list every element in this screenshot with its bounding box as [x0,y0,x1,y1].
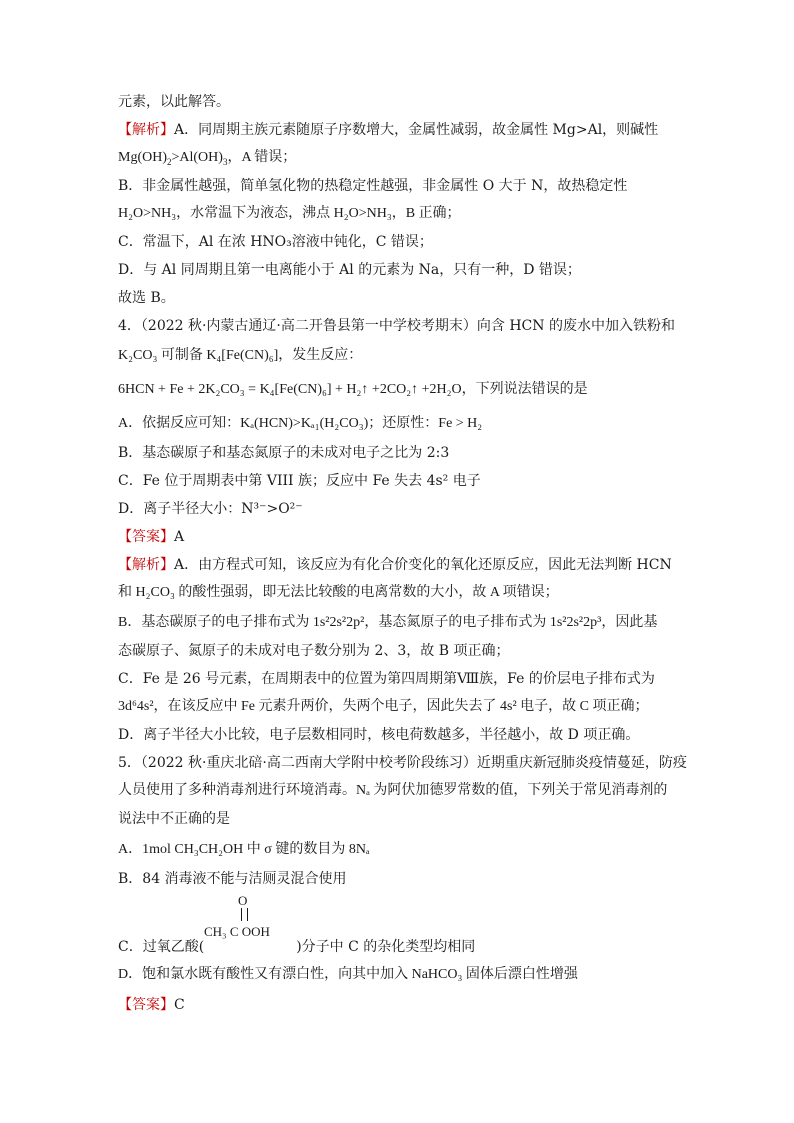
answer-tag: 【答案】 [118,997,174,1013]
double-bond-mark [241,908,248,921]
text-line: 和 H₂CO₃ 的酸性强弱，即无法比较酸的电离常数的大小，故 A 项错误； [118,585,559,600]
text-line: 元素，以此解答。 [118,94,230,110]
carbonyl-oxygen-label: O [238,893,248,908]
question-4-option-c: C．Fe 位于周期表中第 VIII 族；反应中 Fe 失去 4s² 电子 [118,473,481,489]
question-4-option-d: D．离子半径大小：N³⁻>O²⁻ [118,501,303,517]
text-line: B．非金属性越强，简单氢化物的热稳定性越强，非金属性 O 大于 N，故热稳定性 [118,178,628,194]
text-line: 3d⁶4s²，在该反应中 Fe 元素升两价，失两个电子，因此失去了 4s² 电子，故 C 项正确； [118,699,649,714]
question-4-stem: K₂CO₃ 可制备 K₄[Fe(CN)₆]，发生反应： [118,348,363,363]
text-line: C．常温下，Al 在浓 HNO₃溶液中钝化，C 错误； [118,234,433,250]
analysis-line: 【解析】A．由方程式可知，该反应为有化合价变化的氧化还原反应，因此无法判断 HCN [118,557,672,573]
text-line: 态碳原子、氮原子的未成对电子数分别为 2、3，故 B 项正确； [118,643,510,659]
question-4-option-b: B．基态碳原子和基态氮原子的未成对电子之比为 2:3 [118,445,450,461]
question-4-equation: 6HCN + Fe + 2K₂CO₃ = K₄[Fe(CN)₆] + H₂↑ +2CO₂↑ +2H₂O，下列说法错误的是 [118,382,588,397]
text-line: $Mg(OH)_2>Al(OH)_3$，A 错误； [118,150,297,167]
answer-tag: 【答案】 [118,529,174,545]
question-5-option-a: A．1mol CH₃CH₂OH 中 σ 键的数目为 8Nₐ [118,842,370,857]
analysis-tag: 【解析】 [118,557,174,573]
text-line: C．Fe 是 26 号元素，在周期表中的位置为第四周期第Ⅷ族，Fe 的价层电子排布式为 [118,671,655,687]
question-5-option-d: D．饱和氯水既有酸性又有漂白性，向其中加入 NaHCO₃ 固体后漂白性增强 [118,967,578,982]
answer-line: 【答案】C [118,997,185,1013]
text-line: D．与 Al 同周期且第一电离能小于 Al 的元素为 Na，只有一种，D 错误； [118,262,581,278]
text-line: B．基态碳原子的电子排布式为 1s²2s²2p²，基态氮原子的电子排布式为 1s²2s²2p³，因此基 [118,615,658,630]
structure-formula: CH₃ C OOH [204,924,270,939]
question-5-option-b: B．84 消毒液不能与洁厕灵混合使用 [118,871,347,887]
question-4-option-a: A．依据反应可知：Kₐ(HCN)>Kₐ₁(H₂CO₃)；还原性：Fe > H₂ [118,416,483,431]
text-line: 故选 B。 [118,290,175,306]
question-5-stem: 人员使用了多种消毒剂进行环境消毒。Nₐ 为阿伏加德罗常数的值，下列关于常见消毒剂的 [118,783,668,798]
question-5-stem: 说法中不正确的是 [118,811,230,827]
question-5-option-c: C．过氧乙酸( )分子中 C 的杂化类型均相同 [118,939,476,955]
analysis-tag: 【解析】 [118,122,174,138]
analysis-line: 【解析】A．同周期主族元素随原子序数增大，金属性减弱，故金属性 Mg>Al，则碱性 [118,122,659,138]
text-line: D．离子半径大小比较，电子层数相同时，核电荷数越多，半径越小，故 D 项正确。 [118,727,640,743]
text-line: H₂O>NH₃，水常温下为液态，沸点 H₂O>NH₃，B 正确； [118,206,461,221]
question-4-stem: 4．（2022 秋·内蒙古通辽·高二开鲁县第一中学校考期末）向含 HCN 的废水中加入铁粉和 [118,318,675,334]
answer-line: 【答案】A [118,529,185,545]
question-5-stem: 5．（2022 秋·重庆北碚·高二西南大学附中校考阶段练习）近期重庆新冠肺炎疫情蔓延，防疫 [118,755,687,771]
